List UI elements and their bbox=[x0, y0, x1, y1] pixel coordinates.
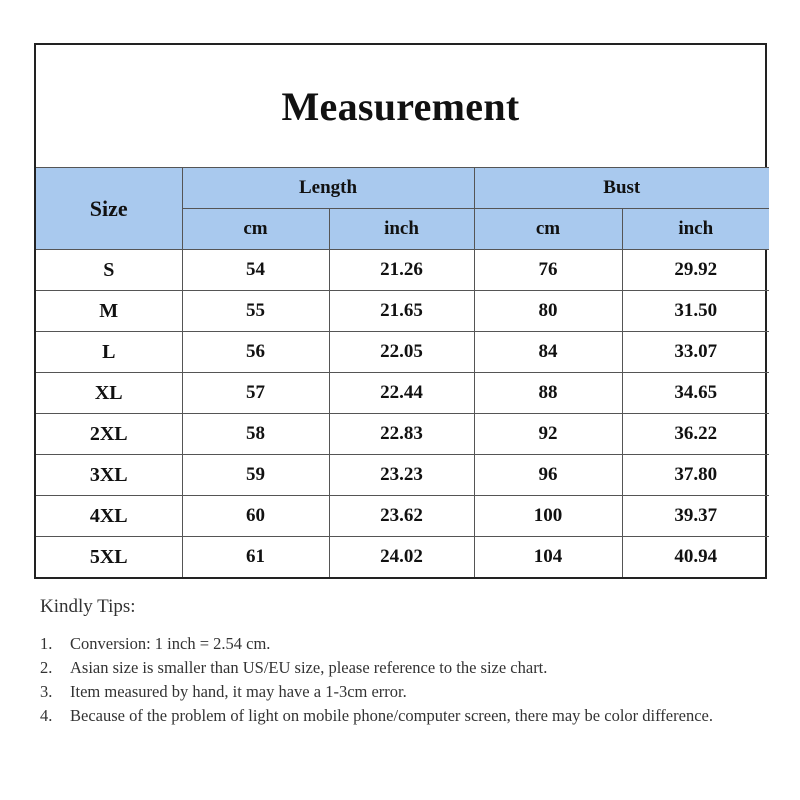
tip-text: Item measured by hand, it may have a 1-3cm error. bbox=[70, 682, 407, 701]
size-cell: 2XL bbox=[36, 414, 182, 455]
size-cell: M bbox=[36, 291, 182, 332]
bust-inch-cell: 31.50 bbox=[622, 291, 769, 332]
bust-cm-cell: 76 bbox=[474, 250, 622, 291]
bust-cm-cell: 104 bbox=[474, 537, 622, 578]
length-cm-cell: 58 bbox=[182, 414, 329, 455]
tip-text: Conversion: 1 inch = 2.54 cm. bbox=[70, 634, 271, 653]
length-inch-header: inch bbox=[329, 209, 474, 250]
length-inch-cell: 24.02 bbox=[329, 537, 474, 578]
length-cm-cell: 61 bbox=[182, 537, 329, 578]
bust-cm-cell: 92 bbox=[474, 414, 622, 455]
size-column-header: Size bbox=[36, 168, 182, 250]
list-item bbox=[40, 704, 770, 727]
bust-inch-cell: 29.92 bbox=[622, 250, 769, 291]
bust-cm-header: cm bbox=[474, 209, 622, 250]
table-row bbox=[36, 455, 769, 496]
size-cell: 5XL bbox=[36, 537, 182, 578]
tip-number: 1. bbox=[40, 634, 53, 653]
bust-inch-cell: 36.22 bbox=[622, 414, 769, 455]
table-row bbox=[36, 414, 769, 455]
bust-inch-cell: 39.37 bbox=[622, 496, 769, 537]
chart-title: Measurement bbox=[281, 83, 520, 129]
size-chart bbox=[34, 43, 767, 579]
list-item bbox=[40, 632, 770, 655]
size-table bbox=[36, 167, 769, 577]
length-inch-cell: 21.26 bbox=[329, 250, 474, 291]
length-cm-cell: 55 bbox=[182, 291, 329, 332]
tip-number: 2. bbox=[40, 658, 53, 677]
bust-inch-header: inch bbox=[622, 209, 769, 250]
header-row-groups bbox=[36, 168, 769, 209]
length-group-header: Length bbox=[182, 168, 474, 209]
table-row bbox=[36, 250, 769, 291]
length-cm-header: cm bbox=[182, 209, 329, 250]
tip-number: 4. bbox=[40, 706, 53, 725]
table-row bbox=[36, 537, 769, 578]
size-cell: S bbox=[36, 250, 182, 291]
tips-list bbox=[40, 632, 770, 727]
length-inch-cell: 22.83 bbox=[329, 414, 474, 455]
length-cm-cell: 57 bbox=[182, 373, 329, 414]
bust-inch-cell: 37.80 bbox=[622, 455, 769, 496]
list-item bbox=[40, 656, 770, 679]
length-cm-cell: 56 bbox=[182, 332, 329, 373]
size-cell: 3XL bbox=[36, 455, 182, 496]
bust-cm-cell: 88 bbox=[474, 373, 622, 414]
length-cm-cell: 54 bbox=[182, 250, 329, 291]
bust-cm-cell: 80 bbox=[474, 291, 622, 332]
table-row bbox=[36, 496, 769, 537]
kindly-tips bbox=[40, 596, 770, 728]
bust-group-header: Bust bbox=[474, 168, 769, 209]
bust-cm-cell: 96 bbox=[474, 455, 622, 496]
table-row bbox=[36, 373, 769, 414]
tip-text: Asian size is smaller than US/EU size, please reference to the size chart. bbox=[70, 658, 548, 677]
length-inch-cell: 23.62 bbox=[329, 496, 474, 537]
size-cell: L bbox=[36, 332, 182, 373]
bust-cm-cell: 84 bbox=[474, 332, 622, 373]
tip-text: Because of the problem of light on mobile phone/computer screen, there may be color difference. bbox=[70, 706, 713, 725]
bust-inch-cell: 34.65 bbox=[622, 373, 769, 414]
size-cell: 4XL bbox=[36, 496, 182, 537]
length-inch-cell: 22.05 bbox=[329, 332, 474, 373]
list-item bbox=[40, 680, 770, 703]
size-cell: XL bbox=[36, 373, 182, 414]
length-cm-cell: 60 bbox=[182, 496, 329, 537]
length-inch-cell: 22.44 bbox=[329, 373, 474, 414]
length-cm-cell: 59 bbox=[182, 455, 329, 496]
length-inch-cell: 21.65 bbox=[329, 291, 474, 332]
length-inch-cell: 23.23 bbox=[329, 455, 474, 496]
tip-number: 3. bbox=[40, 682, 53, 701]
bust-inch-cell: 40.94 bbox=[622, 537, 769, 578]
table-row bbox=[36, 332, 769, 373]
bust-cm-cell: 100 bbox=[474, 496, 622, 537]
bust-inch-cell: 33.07 bbox=[622, 332, 769, 373]
tips-title: Kindly Tips: bbox=[40, 596, 136, 617]
table-row bbox=[36, 291, 769, 332]
